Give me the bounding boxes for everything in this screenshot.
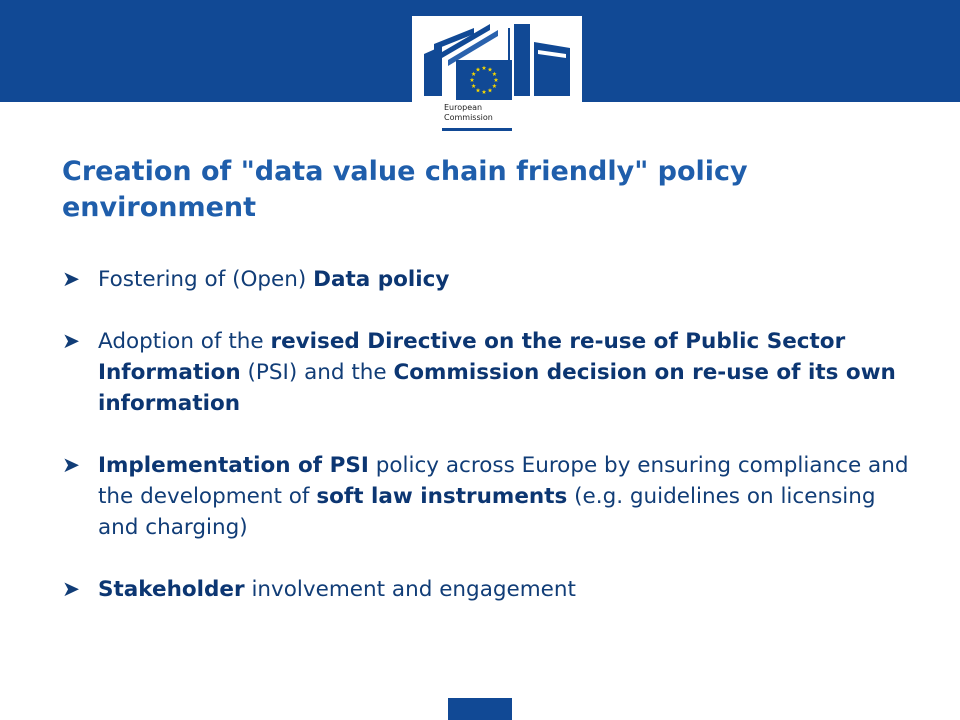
arrow-bullet-icon: ➤	[62, 453, 81, 478]
bullet-emphasis: Stakeholder	[98, 577, 245, 602]
building-tower	[514, 24, 530, 96]
bullet-item	[62, 574, 922, 605]
bullet-run: policy across Europe by ensuring compliance and the development of	[98, 453, 909, 509]
logo-text-european: European	[444, 103, 483, 112]
bullet-emphasis: Implementation of PSI	[98, 453, 369, 478]
bullet-run: involvement and engagement	[244, 577, 576, 602]
footer-tab	[448, 698, 512, 720]
bullet-item	[62, 326, 922, 419]
bullet-emphasis: revised Directive on the re-use of Public Sector Information	[98, 329, 846, 385]
page-title: Creation of "data value chain friendly" policy environment	[62, 156, 748, 223]
bullet-text	[98, 329, 896, 416]
bullet-run: (PSI) and the	[240, 360, 394, 385]
arrow-bullet-icon: ➤	[62, 329, 81, 354]
bullet-text	[98, 577, 576, 602]
bullet-item	[62, 450, 922, 543]
bullet-emphasis: Data policy	[313, 267, 450, 292]
european-commission-logo	[412, 16, 582, 134]
bullet-text	[98, 267, 449, 292]
bullet-list	[62, 264, 922, 636]
bullet-run: (e.g. guidelines on licensing and charging)	[98, 484, 876, 540]
bullet-run: Fostering of (Open)	[98, 267, 314, 292]
arrow-bullet-icon: ➤	[62, 577, 81, 602]
commission-building-icon	[412, 16, 582, 104]
bullet-emphasis: soft law instruments	[316, 484, 568, 509]
building-side-wing	[534, 42, 570, 96]
logo-text-commission: Commission	[444, 113, 493, 122]
bullet-emphasis: Commission decision on re-use of its own information	[98, 360, 896, 416]
logo-underline	[442, 128, 512, 131]
arrow-bullet-icon: ➤	[62, 267, 81, 292]
bullet-run: Adoption of the	[98, 329, 271, 354]
bullet-item	[62, 264, 922, 295]
building-sail-1	[424, 46, 442, 96]
bullet-text	[98, 453, 909, 540]
